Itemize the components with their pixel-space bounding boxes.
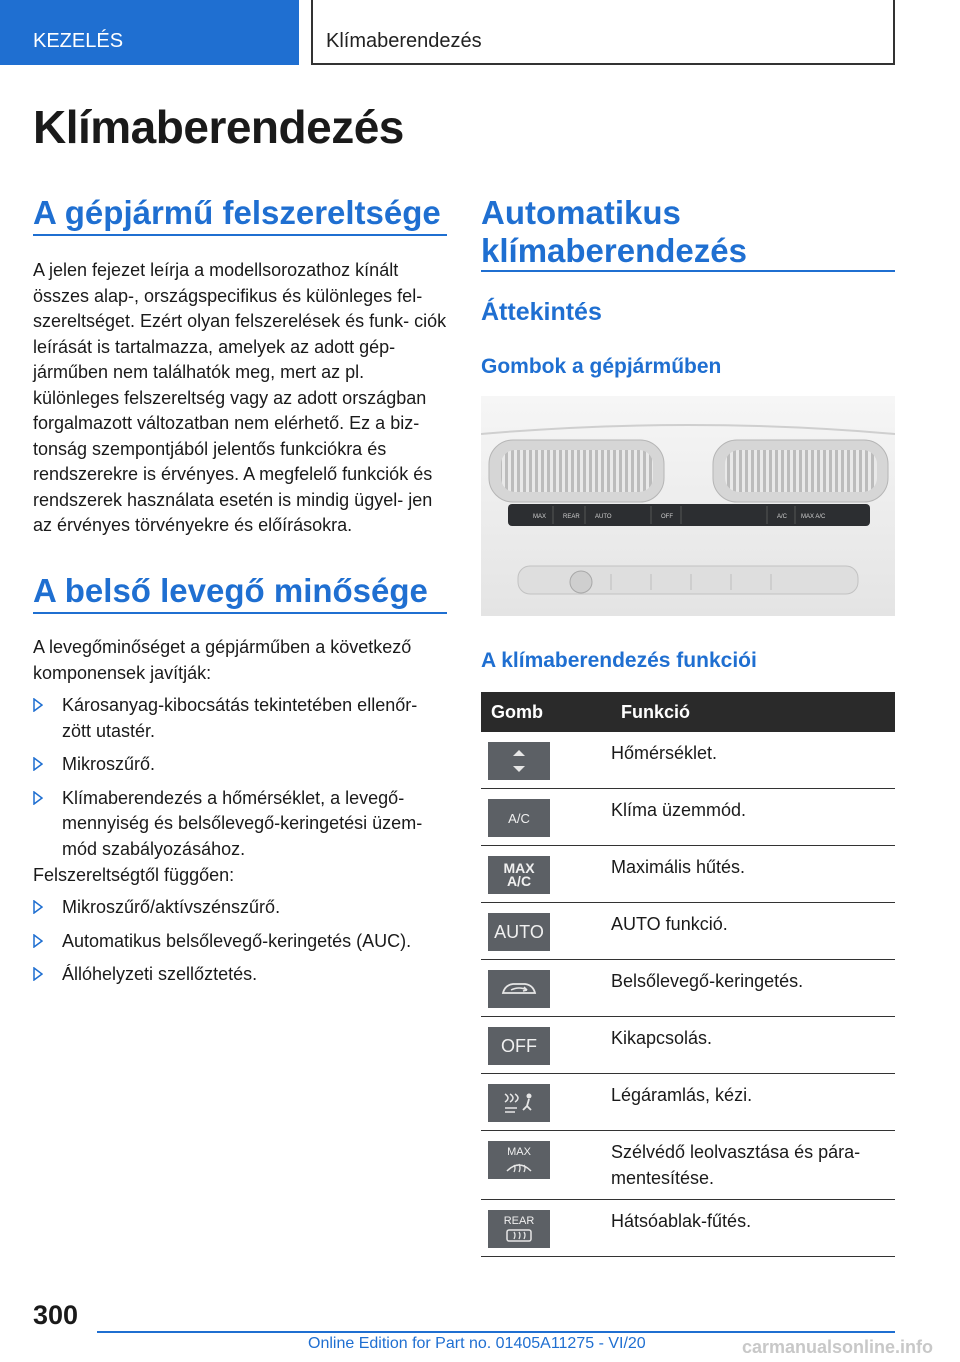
ac-icon: A/C (488, 799, 550, 837)
max-ac-icon: MAX A/C (488, 856, 550, 894)
table-row (481, 1200, 895, 1257)
photo-button-label: A/C (777, 514, 788, 520)
function-text: Hátsóablak-fűtés. (601, 1200, 895, 1257)
function-text: AUTO funkció. (601, 903, 895, 960)
page-title: Klímaberendezés (33, 101, 404, 153)
section-tab (0, 0, 299, 65)
list-item: Automatikus belsőlevegő-keringetés (AUC). (33, 929, 447, 955)
table-row (481, 960, 895, 1017)
chapter-header (311, 0, 895, 65)
list-item: Károsanyag-kibocsátás tekintetében ellenőr- zött utastér. (33, 693, 447, 744)
recirculation-icon (488, 970, 550, 1008)
table-row (481, 1017, 895, 1074)
watermark: carmanualsonline.info (742, 1337, 934, 1357)
function-text: Belsőlevegő-keringetés. (601, 960, 895, 1017)
chapter-header-label: Klímaberendezés (326, 30, 482, 52)
heading-overview: Áttekintés (481, 298, 602, 326)
triangle-bullet-icon (33, 698, 43, 712)
heading-equipment: A gépjármű felszereltsége (33, 194, 447, 236)
rear-defrost-icon: REAR (488, 1210, 550, 1248)
triangle-bullet-icon (33, 900, 43, 914)
column-header-button: Gomb (481, 692, 601, 732)
list-item: Mikroszűrő. (33, 752, 447, 778)
function-text: Maximális hűtés. (601, 846, 895, 903)
table-row (481, 1074, 895, 1131)
photo-button-label: OFF (661, 514, 673, 520)
photo-button-label: MAX A/C (801, 514, 826, 520)
function-text: Légáramlás, kézi. (601, 1074, 895, 1131)
photo-button-label: AUTO (595, 514, 612, 520)
column-header-function: Funkció (601, 692, 895, 732)
photo-button-label: REAR (563, 514, 580, 520)
off-icon: OFF (488, 1027, 550, 1065)
manual-airflow-icon (488, 1084, 550, 1122)
section-tab-label: KEZELÉS (33, 30, 124, 52)
function-text: Klíma üzemmód. (601, 789, 895, 846)
climate-functions-table (481, 692, 895, 1257)
list-air-quality (33, 693, 447, 870)
table-header-row (481, 692, 895, 732)
triangle-bullet-icon (33, 791, 43, 805)
paragraph-depending: Felszereltségtől függően: (33, 865, 235, 885)
auto-icon: AUTO (488, 913, 550, 951)
table-row (481, 1131, 895, 1200)
heading-air-quality: A belső levegő minősége (33, 572, 447, 614)
max-defrost-icon: MAX (488, 1141, 550, 1179)
list-item: Klímaberendezés a hőmérséklet, a levegő- mennyiség és belsőlevegő-keringetési üzem- mód szabályozásához. (33, 786, 447, 863)
function-text: Kikapcsolás. (601, 1017, 895, 1074)
heading-climate-functions: A klímaberendezés funkciói (481, 649, 757, 672)
triangle-bullet-icon (33, 967, 43, 981)
table-row (481, 846, 895, 903)
dashboard-vents-image (481, 396, 895, 616)
footer-divider (97, 1331, 895, 1333)
paragraph-equipment: A jelen fejezet leírja a modellsorozathoz kínált összes alap-, országspecifikus és különleges fel- szereltséget. Ezért olyan felszerelések és funk- ciók leírását is tartalmazza, amelyek az adott gép- járműben nem találhatók meg, mert az pl. különleges felszereltség vagy az adott országban forgalmazott változatban nem elérhető. Ez a biz- tonság szempontjából jelentős funkciókra és rendszerekre is érvényes. A megfelelő funkciók és rendszerek használata esetén is mindig ügyel- jen az érvényes törvényekre és előírásokra. (33, 260, 447, 535)
heading-buttons-in-vehicle: Gombok a gépjárműben (481, 355, 722, 378)
temperature-updown-icon (488, 742, 550, 780)
triangle-bullet-icon (33, 757, 43, 771)
function-text: Hőmérséklet. (601, 732, 895, 789)
function-text: Szélvédő leolvasztása és pára- mentesítése. (601, 1131, 895, 1200)
climate-control-photo (481, 396, 895, 616)
table-row (481, 789, 895, 846)
list-item: Mikroszűrő/aktívszénszűrő. (33, 895, 447, 921)
page-number: 300 (33, 1300, 79, 1330)
list-item: Állóhelyzeti szellőztetés. (33, 962, 447, 988)
paragraph-air-quality: A levegőminőséget a gépjárműben a következő komponensek javítják: (33, 637, 412, 683)
triangle-bullet-icon (33, 934, 43, 948)
photo-button-label: MAX (533, 514, 547, 520)
heading-auto-climate: Automatikus klímaberendezés (481, 194, 895, 272)
edition-text: Online Edition for Part no. 01405A11275 - VI/20 (308, 1335, 646, 1352)
table-row (481, 732, 895, 789)
table-row (481, 903, 895, 960)
list-depending (33, 895, 447, 996)
